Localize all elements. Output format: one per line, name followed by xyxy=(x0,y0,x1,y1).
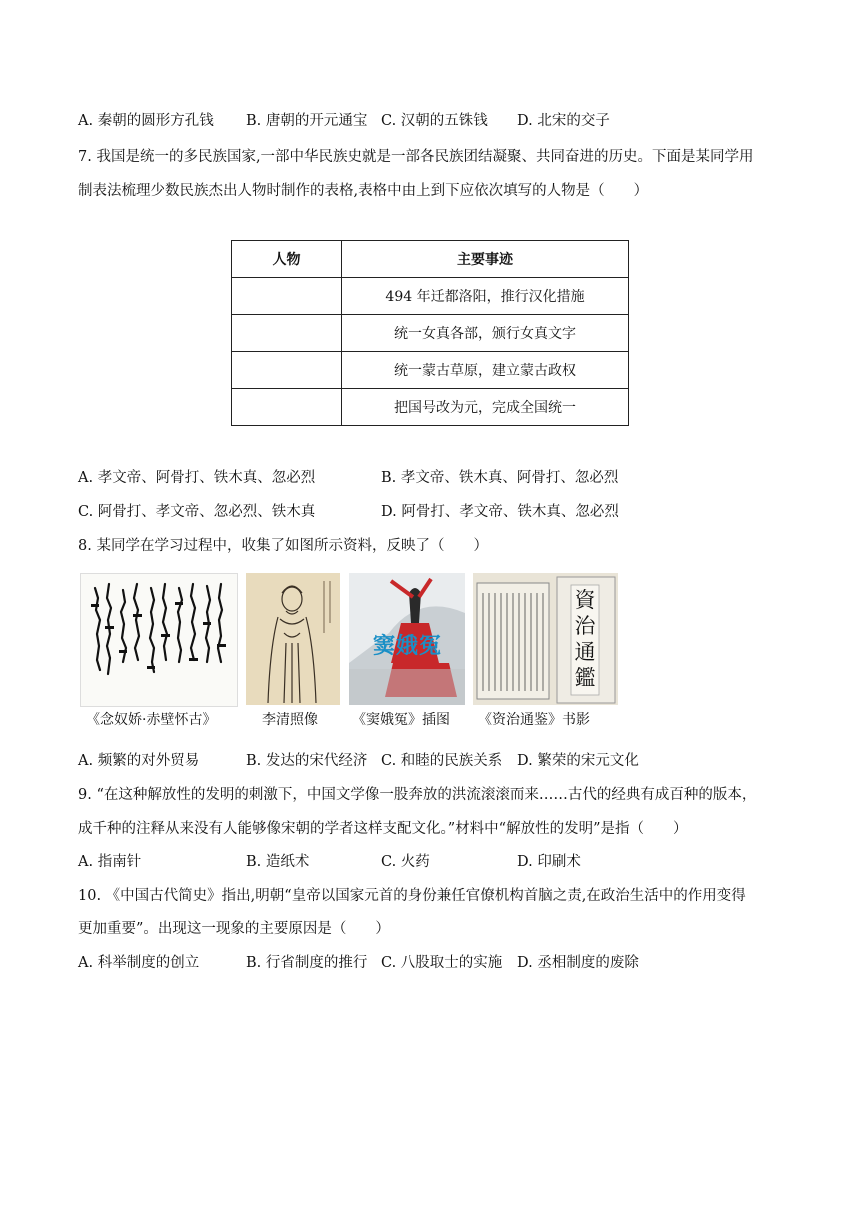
table-row xyxy=(232,315,629,352)
q10-stem-line1: 10. 《中国古代简史》指出,明朝“皇帝以国家元首的身份兼任官僚机构首脑之责,在政治生活中的作用变得 xyxy=(78,888,746,904)
table-header-row xyxy=(232,241,629,278)
q7-stem-line1: 7. 我国是统一的多民族国家,一部中华民族史就是一部各民族团结凝聚、共同奋进的历史。下面是某同学用 xyxy=(78,149,754,165)
book-image xyxy=(473,573,618,705)
q9-option-d: D. 印刷术 xyxy=(517,854,581,870)
q10-option-b: B. 行省制度的推行 xyxy=(246,955,368,971)
q8-option-c: C. 和睦的民族关系 xyxy=(381,753,503,769)
portrait-image xyxy=(246,573,340,705)
q8-option-d: D. 繁荣的宋元文化 xyxy=(517,753,639,769)
table-row xyxy=(232,389,629,426)
illustration-title-text: 窦娥冤 xyxy=(373,633,443,659)
table-cell-person-blank xyxy=(232,352,342,389)
table-cell-deed: 统一女真各部，颁行女真文字 xyxy=(342,315,629,352)
image-caption-2: 李清照像 xyxy=(262,712,318,728)
q6-option-d: D. 北宋的交子 xyxy=(517,113,610,129)
q7-option-a: A. 孝文帝、阿骨打、铁木真、忽必烈 xyxy=(78,470,316,486)
illustration-image xyxy=(349,573,465,705)
book-title-char: 通 xyxy=(574,640,596,664)
image-caption-4: 《资治通鉴》书影 xyxy=(478,712,590,728)
table-header-person: 人物 xyxy=(232,241,342,278)
table-cell-deed: 把国号改为元，完成全国统一 xyxy=(342,389,629,426)
q10-option-d: D. 丞相制度的废除 xyxy=(517,955,639,971)
q6-option-a: A. 秦朝的圆形方孔钱 xyxy=(78,113,214,129)
book-title-char: 治 xyxy=(574,614,596,638)
table-cell-deed: 494 年迁都洛阳，推行汉化措施 xyxy=(342,278,629,315)
table-header-deeds: 主要事迹 xyxy=(342,241,629,278)
image-caption-1: 《念奴娇·赤壁怀古》 xyxy=(86,712,217,728)
q9-option-a: A. 指南针 xyxy=(78,854,142,870)
q7-option-c: C. 阿骨打、孝文帝、忽必烈、铁木真 xyxy=(78,504,316,520)
q8-option-a: A. 频繁的对外贸易 xyxy=(78,753,200,769)
q8-option-b: B. 发达的宋代经济 xyxy=(246,753,368,769)
q7-stem-line2: 制表法梳理少数民族杰出人物时制作的表格,表格中由上到下应依次填写的人物是（ ） xyxy=(78,183,649,199)
q9-option-b: B. 造纸术 xyxy=(246,854,310,870)
q6-option-b: B. 唐朝的开元通宝 xyxy=(246,113,368,129)
q10-option-c: C. 八股取士的实施 xyxy=(381,955,503,971)
q9-stem-line2: 成千种的注释从来没有人能够像宋朝的学者这样支配文化。”材料中“解放性的发明”是指（ ） xyxy=(78,821,688,837)
book-title-char: 資 xyxy=(574,588,596,612)
q8-stem: 8. 某同学在学习过程中，收集了如图所示资料，反映了（ ） xyxy=(78,538,488,554)
image-caption-3: 《窦娥冤》插图 xyxy=(352,712,450,728)
q9-option-c: C. 火药 xyxy=(381,854,430,870)
q7-option-b: B. 孝文帝、铁木真、阿骨打、忽必烈 xyxy=(381,470,619,486)
q7-table xyxy=(231,240,629,426)
q10-stem-line2: 更加重要”。出现这一现象的主要原因是（ ） xyxy=(78,921,390,937)
calligraphy-image xyxy=(80,573,238,707)
table-row xyxy=(232,352,629,389)
q6-option-c: C. 汉朝的五铢钱 xyxy=(381,113,488,129)
table-cell-person-blank xyxy=(232,315,342,352)
table-row xyxy=(232,278,629,315)
table-cell-person-blank xyxy=(232,389,342,426)
q10-option-a: A. 科举制度的创立 xyxy=(78,955,200,971)
q7-option-d: D. 阿骨打、孝文帝、铁木真、忽必烈 xyxy=(381,504,619,520)
book-title-char: 鑑 xyxy=(574,666,596,690)
book-title-text xyxy=(573,587,597,691)
table-cell-person-blank xyxy=(232,278,342,315)
table-cell-deed: 统一蒙古草原，建立蒙古政权 xyxy=(342,352,629,389)
q9-stem-line1: 9. “在这种解放性的发明的刺激下，中国文学像一股奔放的洪流滚滚而来……古代的经典有成百种的版本， xyxy=(78,787,757,803)
